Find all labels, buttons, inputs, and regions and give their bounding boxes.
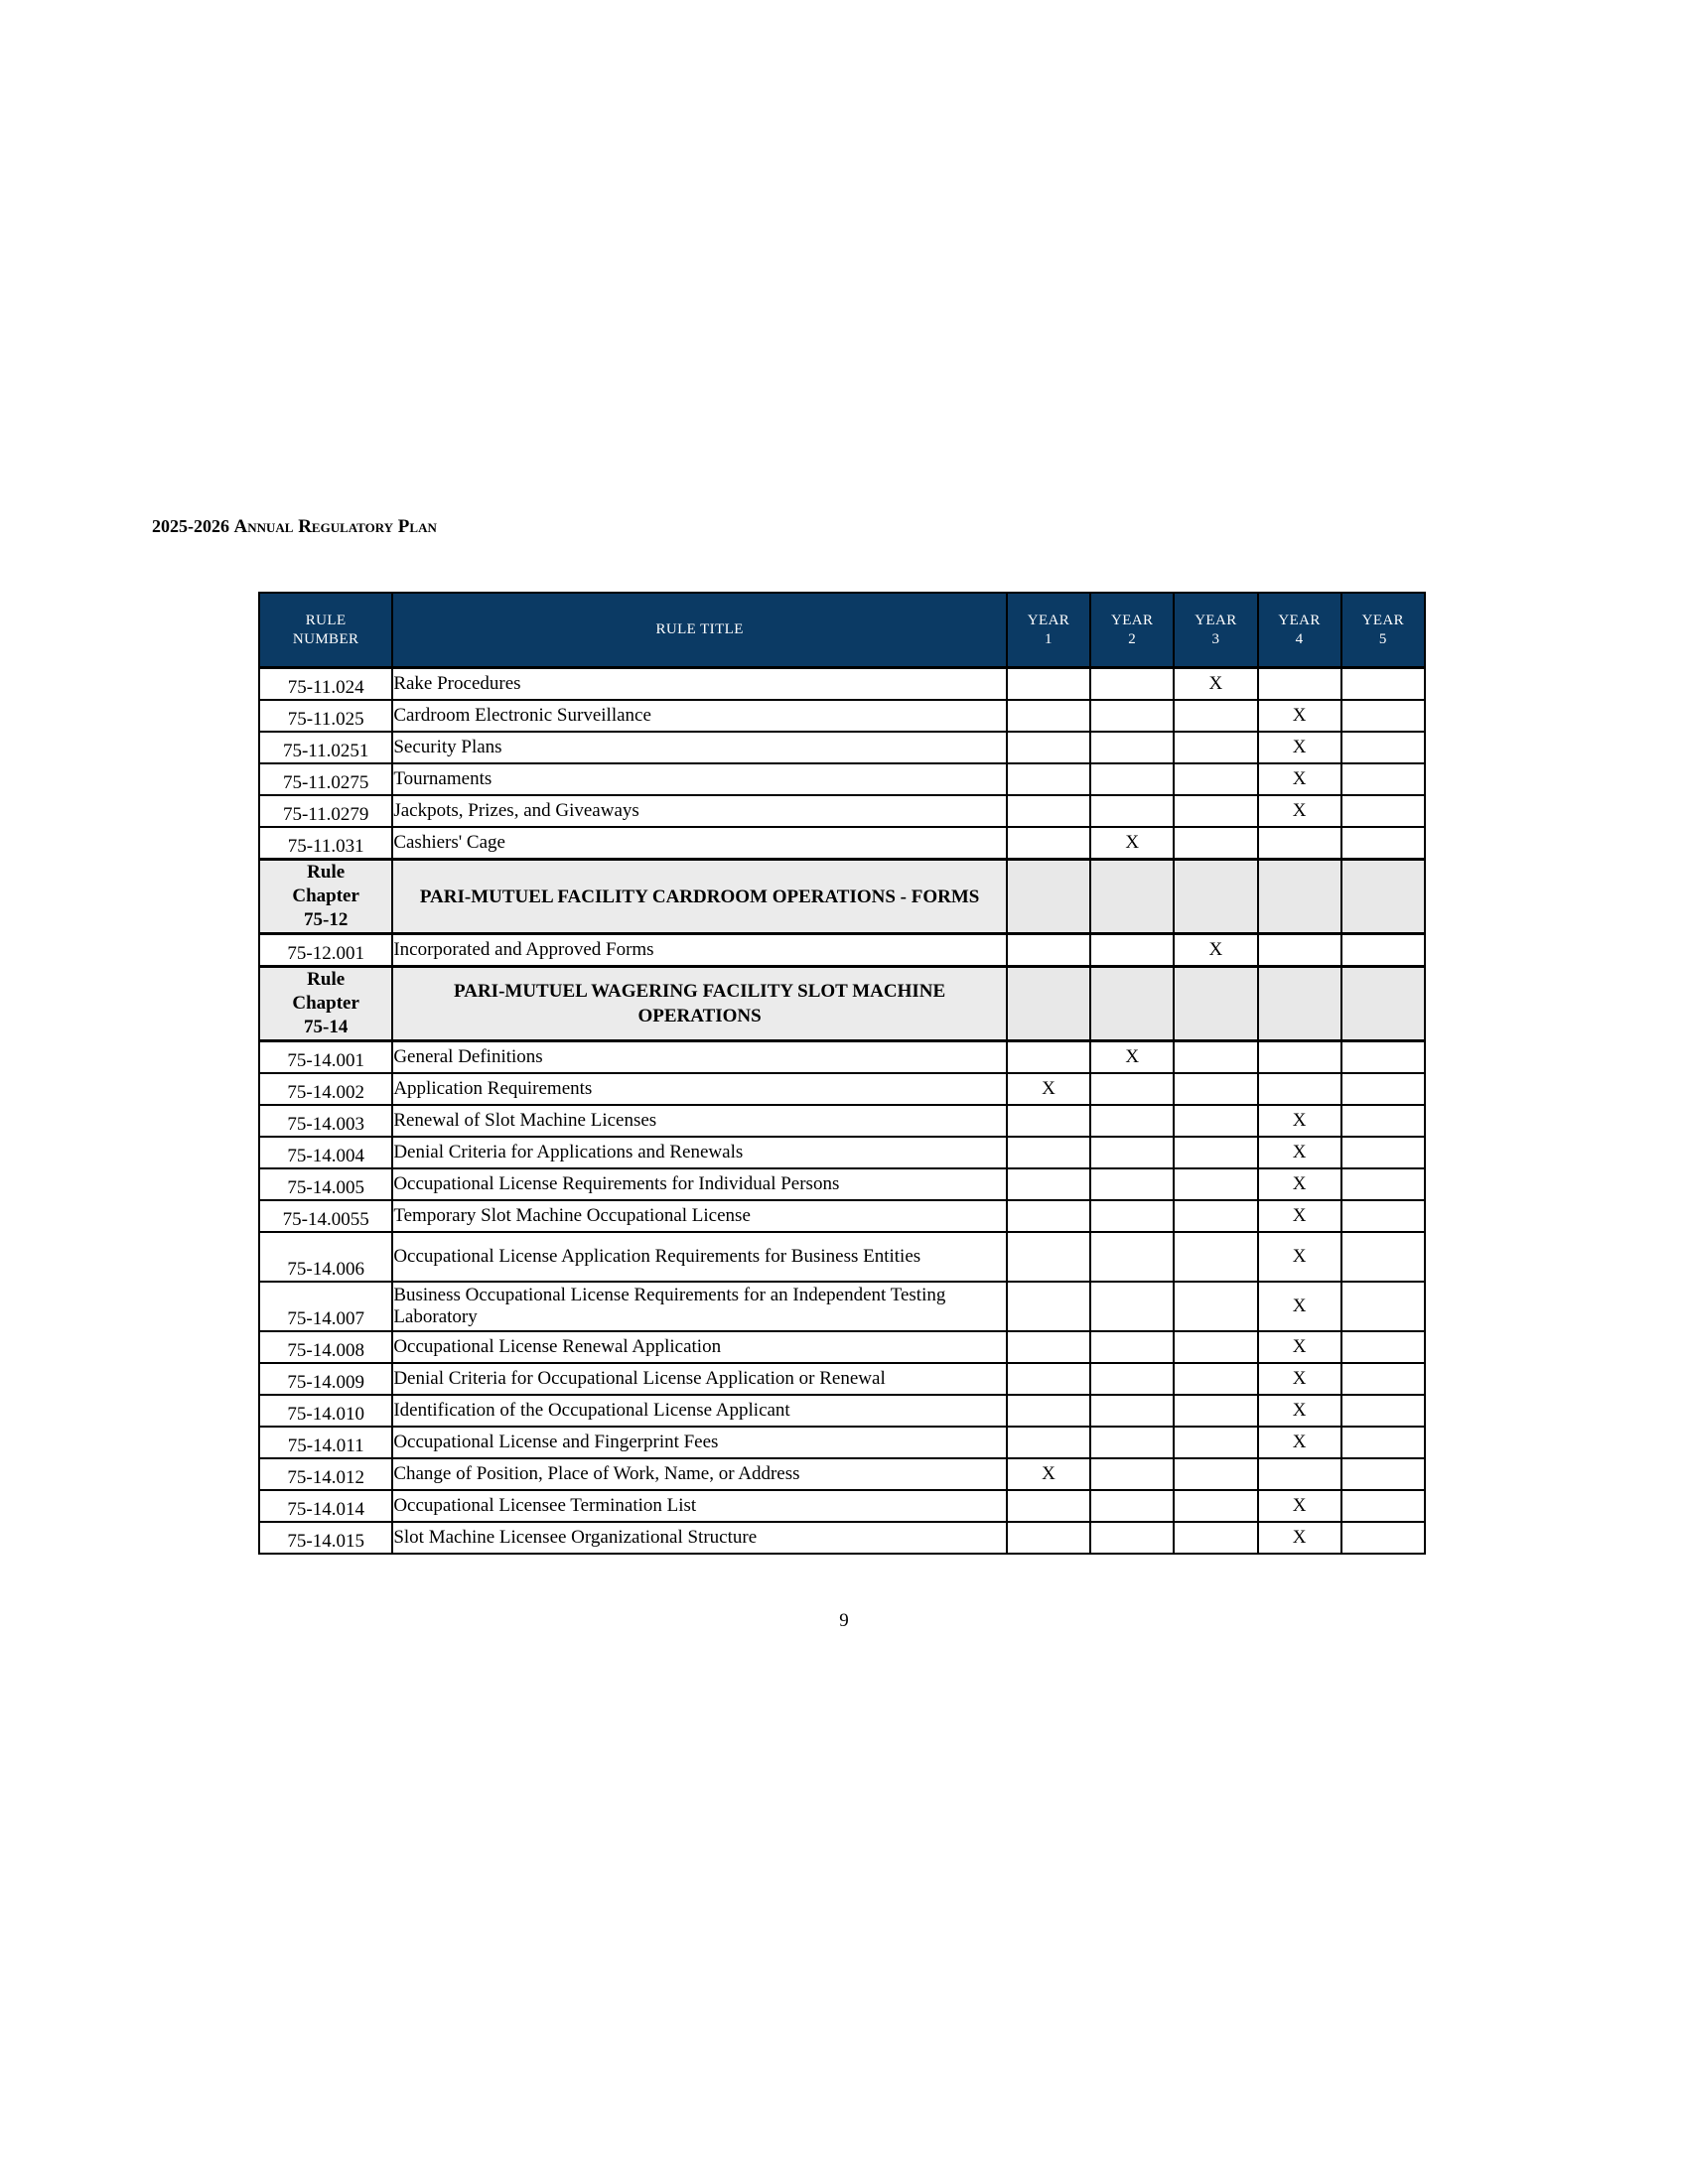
rule-title: Business Occupational License Requirements for an Independent Testing Laboratory — [392, 1282, 1007, 1331]
chapter-number-line: Rule — [307, 969, 346, 990]
regulatory-plan-table — [258, 592, 1426, 1555]
table-row — [259, 1522, 1425, 1554]
col-header-year-2: YEAR 2 — [1090, 593, 1174, 668]
rule-title: Occupational License Requirements for Individual Persons — [392, 1168, 1007, 1200]
rule-number: 75-11.024 — [259, 668, 392, 701]
rule-number: 75-14.008 — [259, 1331, 392, 1363]
col-header-year-3: YEAR 3 — [1174, 593, 1257, 668]
table-row — [259, 763, 1425, 795]
page-header — [152, 516, 437, 538]
year-3-cell — [1174, 1041, 1257, 1074]
year-5-cell — [1341, 795, 1425, 827]
rule-number: 75-14.002 — [259, 1073, 392, 1105]
rule-title: Application Requirements — [392, 1073, 1007, 1105]
chapter-year-cell — [1341, 860, 1425, 934]
year-5-cell — [1341, 827, 1425, 860]
col-header-year-1: YEAR 1 — [1007, 593, 1090, 668]
year-1-cell — [1007, 1282, 1090, 1331]
chapter-year-cell — [1174, 860, 1257, 934]
year-2-cell — [1090, 700, 1174, 732]
table-row — [259, 1073, 1425, 1105]
rule-title: Jackpots, Prizes, and Giveaways — [392, 795, 1007, 827]
year-3-cell — [1174, 1331, 1257, 1363]
year-3-cell — [1174, 1490, 1257, 1522]
table-row — [259, 732, 1425, 763]
rule-title: Occupational License Renewal Application — [392, 1331, 1007, 1363]
table-row — [259, 1331, 1425, 1363]
year-1-cell — [1007, 1363, 1090, 1395]
year-2-cell — [1090, 1200, 1174, 1232]
chapter-number-line: Chapter — [292, 886, 359, 906]
year-2-cell — [1090, 1363, 1174, 1395]
rule-number: 75-14.011 — [259, 1427, 392, 1458]
year-1-cell: X — [1007, 1073, 1090, 1105]
year-2-cell — [1090, 795, 1174, 827]
year-3-cell — [1174, 795, 1257, 827]
chapter-row — [259, 967, 1425, 1041]
header-year: 2025-2026 — [152, 516, 229, 536]
year-5-cell — [1341, 668, 1425, 701]
year-2-cell — [1090, 1522, 1174, 1554]
year-4-cell: X — [1258, 1490, 1341, 1522]
year-3-cell — [1174, 1458, 1257, 1490]
rule-title: Identification of the Occupational License Applicant — [392, 1395, 1007, 1427]
year-5-cell — [1341, 732, 1425, 763]
rule-number: 75-14.009 — [259, 1363, 392, 1395]
rule-title: Tournaments — [392, 763, 1007, 795]
year-1-cell — [1007, 1200, 1090, 1232]
year-3-cell — [1174, 1363, 1257, 1395]
rule-title: Occupational Licensee Termination List — [392, 1490, 1007, 1522]
year-3-cell — [1174, 1232, 1257, 1282]
year-1-cell — [1007, 1137, 1090, 1168]
year-3-cell — [1174, 1137, 1257, 1168]
year-5-cell — [1341, 700, 1425, 732]
rule-number: 75-14.010 — [259, 1395, 392, 1427]
year-4-cell: X — [1258, 1522, 1341, 1554]
rule-title: Security Plans — [392, 732, 1007, 763]
year-5-cell — [1341, 1168, 1425, 1200]
chapter-year-cell — [1007, 860, 1090, 934]
year-4-cell — [1258, 668, 1341, 701]
year-1-cell — [1007, 668, 1090, 701]
year-4-cell — [1258, 1458, 1341, 1490]
chapter-number-line: Rule — [307, 862, 346, 883]
year-3-cell — [1174, 1200, 1257, 1232]
year-2-cell — [1090, 1282, 1174, 1331]
table-row — [259, 934, 1425, 967]
rule-number: 75-14.014 — [259, 1490, 392, 1522]
table-row — [259, 1232, 1425, 1282]
rule-number: 75-11.0275 — [259, 763, 392, 795]
rule-title: Occupational License Application Requirements for Business Entities — [392, 1232, 1007, 1282]
rule-title: Renewal of Slot Machine Licenses — [392, 1105, 1007, 1137]
year-3-cell — [1174, 1073, 1257, 1105]
col-header-year-4: YEAR 4 — [1258, 593, 1341, 668]
year-5-cell — [1341, 1073, 1425, 1105]
year-5-cell — [1341, 1200, 1425, 1232]
year-2-cell — [1090, 1073, 1174, 1105]
year-1-cell — [1007, 1105, 1090, 1137]
chapter-year-cell — [1007, 967, 1090, 1041]
year-2-cell — [1090, 1427, 1174, 1458]
chapter-number-line: 75-12 — [304, 909, 349, 930]
chapter-year-cell — [1090, 860, 1174, 934]
chapter-number-line: 75-14 — [304, 1017, 349, 1037]
chapter-year-cell — [1258, 967, 1341, 1041]
year-1-cell — [1007, 1041, 1090, 1074]
year-1-cell — [1007, 732, 1090, 763]
year-4-cell — [1258, 827, 1341, 860]
year-4-cell: X — [1258, 763, 1341, 795]
rule-title: Occupational License and Fingerprint Fees — [392, 1427, 1007, 1458]
col-header-rule-title: RULE TITLE — [392, 593, 1007, 668]
year-1-cell — [1007, 1168, 1090, 1200]
col-header-year-5: YEAR 5 — [1341, 593, 1425, 668]
chapter-number — [259, 967, 392, 1041]
rule-number: 75-14.004 — [259, 1137, 392, 1168]
year-5-cell — [1341, 1282, 1425, 1331]
year-1-cell — [1007, 1522, 1090, 1554]
year-4-cell: X — [1258, 1395, 1341, 1427]
table-row — [259, 795, 1425, 827]
rule-title: General Definitions — [392, 1041, 1007, 1074]
chapter-title: PARI-MUTUEL FACILITY CARDROOM OPERATIONS - FORMS — [392, 860, 1007, 934]
chapter-number — [259, 860, 392, 934]
year-5-cell — [1341, 1490, 1425, 1522]
rule-number: 75-12.001 — [259, 934, 392, 967]
year-5-cell — [1341, 1363, 1425, 1395]
chapter-title: PARI-MUTUEL WAGERING FACILITY SLOT MACHINE OPERATIONS — [392, 967, 1007, 1041]
rule-number: 75-11.0279 — [259, 795, 392, 827]
year-5-cell — [1341, 763, 1425, 795]
year-2-cell — [1090, 1490, 1174, 1522]
year-4-cell — [1258, 1041, 1341, 1074]
year-1-cell: X — [1007, 1458, 1090, 1490]
rule-number: 75-11.031 — [259, 827, 392, 860]
rule-title: Denial Criteria for Occupational License Application or Renewal — [392, 1363, 1007, 1395]
rule-number: 75-14.005 — [259, 1168, 392, 1200]
year-5-cell — [1341, 1331, 1425, 1363]
year-3-cell — [1174, 732, 1257, 763]
year-4-cell: X — [1258, 795, 1341, 827]
rule-number: 75-14.0055 — [259, 1200, 392, 1232]
header-title: Annual Regulatory Plan — [233, 516, 437, 537]
table-row — [259, 1282, 1425, 1331]
page-number: 9 — [839, 1610, 849, 1631]
rule-number: 75-14.001 — [259, 1041, 392, 1074]
rule-number: 75-11.025 — [259, 700, 392, 732]
year-4-cell: X — [1258, 1105, 1341, 1137]
year-4-cell: X — [1258, 700, 1341, 732]
year-3-cell — [1174, 1522, 1257, 1554]
table-row — [259, 1137, 1425, 1168]
year-4-cell: X — [1258, 1232, 1341, 1282]
year-4-cell: X — [1258, 1200, 1341, 1232]
year-3-cell — [1174, 1395, 1257, 1427]
year-2-cell: X — [1090, 1041, 1174, 1074]
year-4-cell: X — [1258, 1331, 1341, 1363]
table-row — [259, 1458, 1425, 1490]
year-2-cell — [1090, 763, 1174, 795]
table-body — [259, 668, 1425, 1555]
year-2-cell — [1090, 668, 1174, 701]
year-3-cell — [1174, 1168, 1257, 1200]
year-4-cell — [1258, 1073, 1341, 1105]
rule-number: 75-11.0251 — [259, 732, 392, 763]
year-3-cell — [1174, 763, 1257, 795]
year-5-cell — [1341, 934, 1425, 967]
chapter-year-cell — [1174, 967, 1257, 1041]
rule-number: 75-14.006 — [259, 1232, 392, 1282]
year-4-cell: X — [1258, 1282, 1341, 1331]
rule-number: 75-14.007 — [259, 1282, 392, 1331]
year-4-cell — [1258, 934, 1341, 967]
table-header-row — [259, 593, 1425, 668]
chapter-number-line: Chapter — [292, 993, 359, 1014]
year-5-cell — [1341, 1041, 1425, 1074]
year-4-cell: X — [1258, 732, 1341, 763]
year-2-cell — [1090, 1137, 1174, 1168]
chapter-year-cell — [1341, 967, 1425, 1041]
year-3-cell — [1174, 1105, 1257, 1137]
year-1-cell — [1007, 1427, 1090, 1458]
year-4-cell: X — [1258, 1168, 1341, 1200]
year-3-cell: X — [1174, 668, 1257, 701]
rule-title: Slot Machine Licensee Organizational Structure — [392, 1522, 1007, 1554]
year-2-cell — [1090, 1168, 1174, 1200]
rule-title: Cardroom Electronic Surveillance — [392, 700, 1007, 732]
chapter-row — [259, 860, 1425, 934]
year-5-cell — [1341, 1427, 1425, 1458]
year-2-cell — [1090, 1458, 1174, 1490]
year-3-cell: X — [1174, 934, 1257, 967]
year-2-cell — [1090, 732, 1174, 763]
year-5-cell — [1341, 1105, 1425, 1137]
year-3-cell — [1174, 1282, 1257, 1331]
rule-title: Change of Position, Place of Work, Name, or Address — [392, 1458, 1007, 1490]
year-1-cell — [1007, 700, 1090, 732]
year-5-cell — [1341, 1395, 1425, 1427]
year-5-cell — [1341, 1458, 1425, 1490]
rule-number: 75-14.015 — [259, 1522, 392, 1554]
year-5-cell — [1341, 1137, 1425, 1168]
table-row — [259, 1490, 1425, 1522]
year-4-cell: X — [1258, 1137, 1341, 1168]
year-5-cell — [1341, 1232, 1425, 1282]
table-row — [259, 1168, 1425, 1200]
rule-title: Denial Criteria for Applications and Renewals — [392, 1137, 1007, 1168]
year-5-cell — [1341, 1522, 1425, 1554]
year-2-cell — [1090, 1331, 1174, 1363]
table-row — [259, 1200, 1425, 1232]
year-2-cell — [1090, 1232, 1174, 1282]
year-4-cell: X — [1258, 1427, 1341, 1458]
year-2-cell — [1090, 1395, 1174, 1427]
table-row — [259, 700, 1425, 732]
year-3-cell — [1174, 700, 1257, 732]
table-row — [259, 827, 1425, 860]
year-1-cell — [1007, 1232, 1090, 1282]
rule-number: 75-14.003 — [259, 1105, 392, 1137]
col-header-rule-number: RULE NUMBER — [259, 593, 392, 668]
year-2-cell: X — [1090, 827, 1174, 860]
rule-title: Rake Procedures — [392, 668, 1007, 701]
rule-title: Incorporated and Approved Forms — [392, 934, 1007, 967]
table-row — [259, 1041, 1425, 1074]
rule-title: Cashiers' Cage — [392, 827, 1007, 860]
table-row — [259, 1363, 1425, 1395]
year-1-cell — [1007, 1490, 1090, 1522]
rule-title: Temporary Slot Machine Occupational License — [392, 1200, 1007, 1232]
rule-number: 75-14.012 — [259, 1458, 392, 1490]
year-3-cell — [1174, 1427, 1257, 1458]
year-4-cell: X — [1258, 1363, 1341, 1395]
year-2-cell — [1090, 1105, 1174, 1137]
year-2-cell — [1090, 934, 1174, 967]
table-row — [259, 1105, 1425, 1137]
year-1-cell — [1007, 795, 1090, 827]
table-row — [259, 1427, 1425, 1458]
chapter-year-cell — [1258, 860, 1341, 934]
year-3-cell — [1174, 827, 1257, 860]
table-row — [259, 1395, 1425, 1427]
chapter-year-cell — [1090, 967, 1174, 1041]
year-1-cell — [1007, 934, 1090, 967]
year-1-cell — [1007, 1331, 1090, 1363]
table-row — [259, 668, 1425, 701]
year-1-cell — [1007, 763, 1090, 795]
year-1-cell — [1007, 827, 1090, 860]
year-1-cell — [1007, 1395, 1090, 1427]
